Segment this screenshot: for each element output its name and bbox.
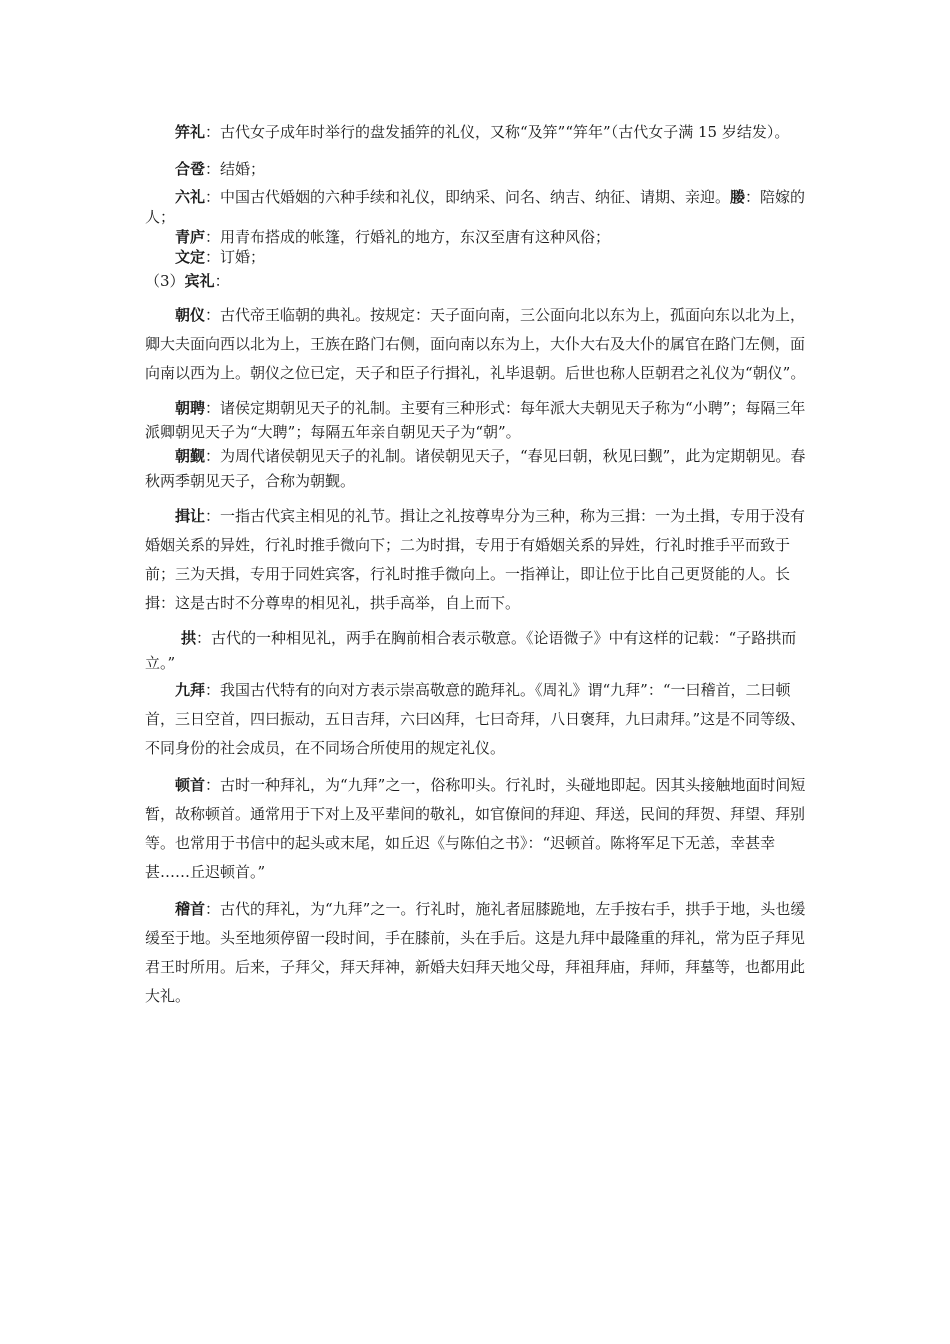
entry-jili xyxy=(145,118,815,147)
section-colon: ： xyxy=(214,272,230,290)
entry-dunshou xyxy=(145,771,815,887)
section-title: 宾礼 xyxy=(184,272,215,290)
entry-term: 朝觐 xyxy=(175,447,206,465)
entry-term: 笄礼 xyxy=(175,123,206,141)
entry-definition: ：订婚； xyxy=(205,248,266,266)
entry-chaoyi xyxy=(145,301,815,388)
entry-definition: ：诸侯定期朝见天子的礼制。主要有三种形式：每年派大夫朝见天子称为“小聘”；每隔三年派卿朝见天子为“大聘”；每隔五年亲自朝见天子为“朝”。 xyxy=(145,399,806,441)
entry-definition: ：我国古代特有的向对方表示崇高敬意的跪拜礼。《周礼》谓“九拜”：“一曰稽首，二曰顿首，三日空首，四曰振动，五日吉拜，六曰凶拜，七曰奇拜，八日褒拜，九曰肃拜。”这是不同等级、不同身份的社会成员，在不同场合所使用的规定礼仪。 xyxy=(145,681,806,757)
entry-qishou xyxy=(145,895,815,1011)
entry-definition: ：一指古代宾主相见的礼节。揖让之礼按尊卑分为三种，称为三揖：一为土揖，专用于没有婚姻关系的异姓，行礼时推手微向下；二为时揖，专用于有婚姻关系的异姓，行礼时推手平而致于前；三为天揖，专用于同姓宾客，行礼时推手微向上。一指禅让，即让位于比自己更贤能的人。长揖：这是古时不分尊卑的相见礼，拱手高举，自上而下。 xyxy=(145,507,806,612)
entry-hejin xyxy=(145,159,815,179)
entry-definition: ：古代女子成年时举行的盘发插笄的礼仪，又称“及笄”“笄年”（古代女子满 15 岁结发）。 xyxy=(205,123,790,141)
entry-yirang xyxy=(145,502,815,618)
entry-term: 稽首 xyxy=(175,900,206,918)
entry-term: 拱 xyxy=(181,629,197,647)
section-number: （3） xyxy=(145,272,185,290)
entry-definition: ：为周代诸侯朝见天子的礼制。诸侯朝见天子，“春见曰朝，秋见曰觐”，此为定期朝见。春秋两季朝见天子，合称为朝觐。 xyxy=(145,447,806,490)
entry-term: 揖让 xyxy=(175,507,206,525)
entry-definition: ：用青布搭成的帐篷，行婚礼的地方，东汉至唐有这种风俗； xyxy=(205,228,611,246)
entry-liuli xyxy=(145,187,815,227)
entry-qinglu xyxy=(145,227,815,247)
entry-term: 文定 xyxy=(175,248,206,266)
entry-jiubai xyxy=(145,676,815,763)
entry-definition: ：古时一种拜礼，为“九拜”之一，俗称叩头。行礼时，头碰地即起。因其头接触地面时间短暂，故称顿首。通常用于下对上及平辈间的敬礼，如官僚间的拜迎、拜送，民间的拜贺、拜望、拜别等。也常用于书信中的起头或末尾，如丘迟《与陈伯之书》：“迟顿首。陈将军足下无恙，幸甚幸甚……丘迟顿首。” xyxy=(145,776,806,881)
entry-term: 朝聘 xyxy=(175,399,206,417)
entry-term: 六礼 xyxy=(175,188,206,206)
entry-definition: ：古代帝王临朝的典礼。按规定：天子面向南，三公面向北以东为上，孤面向东以北为上，卿大夫面向西以北为上，王族在路门右侧，面向南以东为上，大仆大右及大仆的属官在路门左侧，面向南以西为上。朝仪之位已定，天子和臣子行揖礼，礼毕退朝。后世也称人臣朝君之礼仪为“朝仪”。 xyxy=(145,306,806,382)
entry-gong xyxy=(145,626,815,676)
entry-wending xyxy=(145,247,815,267)
section-heading xyxy=(145,269,815,293)
entry-term: 媵 xyxy=(730,188,746,206)
document-page xyxy=(145,118,815,1011)
entry-chaojin xyxy=(145,444,815,494)
entry-definition: ：结婚； xyxy=(205,160,266,178)
entry-definition: ：中国古代婚姻的六种手续和礼仪，即纳采、问名、纳吉、纳征、请期、亲迎。 xyxy=(205,188,731,206)
entry-chaopin xyxy=(145,396,815,444)
entry-definition: ：古代的拜礼，为“九拜”之一。行礼时，施礼者屈膝跪地，左手按右手，拱手于地，头也缓缓至于地。头至地须停留一段时间，手在膝前，头在手后。这是九拜中最隆重的拜礼，常为臣子拜见君王时所用。后来，子拜父，拜天拜神，新婚夫妇拜天地父母，拜祖拜庙，拜师，拜墓等，也都用此大礼。 xyxy=(145,900,806,1005)
entry-term: 九拜 xyxy=(175,681,206,699)
entry-definition: ：古代的一种相见礼，两手在胸前相合表示敬意。《论语微子》中有这样的记载：“子路拱而立。” xyxy=(145,629,797,672)
entry-definition: ：陪嫁的人； xyxy=(145,188,806,226)
entry-term: 顿首 xyxy=(175,776,206,794)
entry-term: 青庐 xyxy=(175,228,206,246)
entry-term: 合卺 xyxy=(175,160,206,178)
entry-term: 朝仪 xyxy=(175,306,206,324)
